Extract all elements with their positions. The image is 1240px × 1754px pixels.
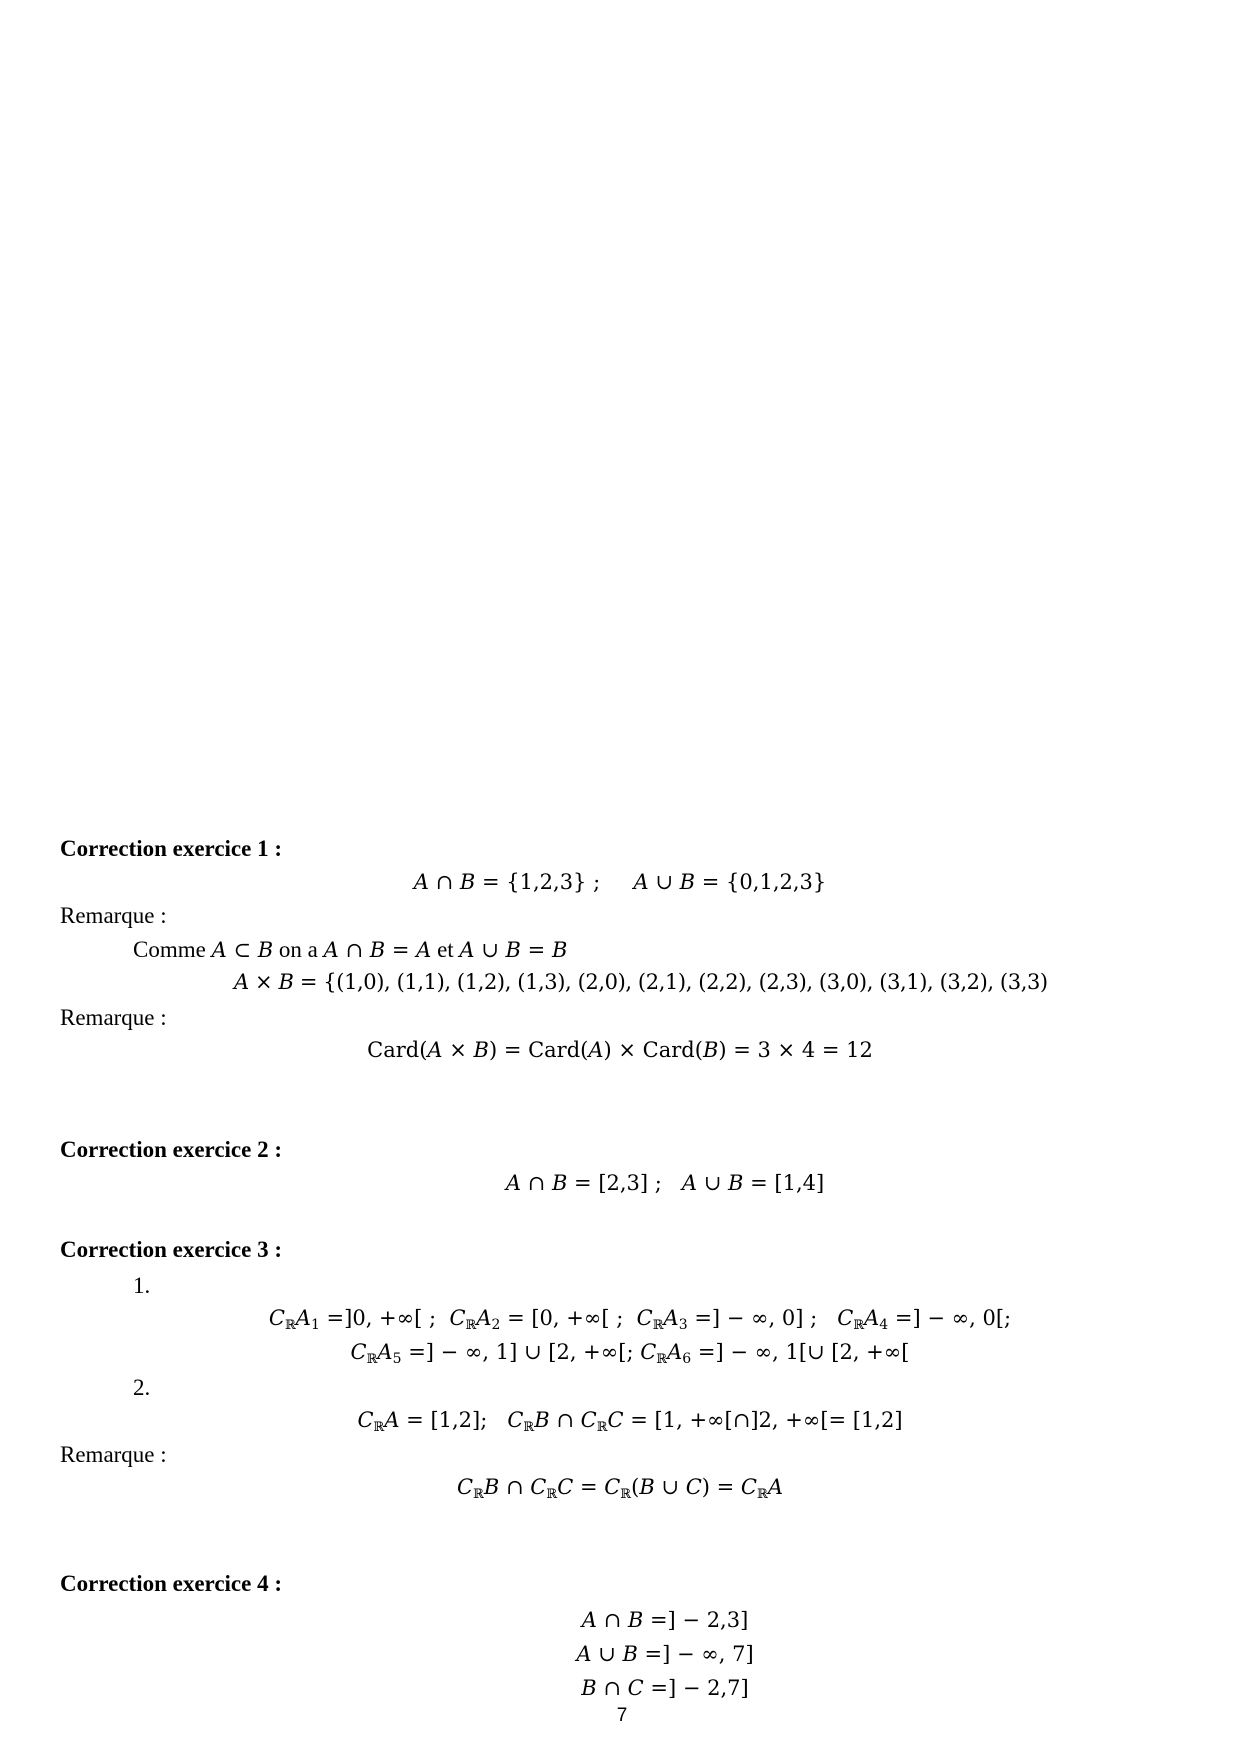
equation-ex4-intersection-bc: B ∩ C =] − 2,7] <box>581 1676 749 1700</box>
on-a-text: on a <box>278 937 318 962</box>
page-number: 7 <box>616 1705 628 1726</box>
equation-ex3-complements-a1-a4: CℝA$_1$ =]0, +∞[ ; CℝA$_2$ = [0, +∞[ ; CℝA$_3$ =] − ∞, 0] ; CℝA$_4$ =] − ∞, 0[; <box>268 1306 1012 1333</box>
list-item-number-2: 2. <box>133 1375 151 1400</box>
equation-ex4-intersection-ab: A ∩ B =] − 2,3] <box>581 1608 749 1632</box>
section-heading-exercice-4: Correction exercice 4 : <box>60 1571 283 1596</box>
remarque-label-3: Remarque : <box>60 1442 167 1467</box>
remarque-label-1: Remarque : <box>60 903 167 928</box>
section-heading-exercice-2: Correction exercice 2 : <box>60 1137 283 1162</box>
comme-text: Comme <box>133 937 206 962</box>
equation-ex2: A ∩ B = [2,3] ; A ∪ B = [1,4] <box>505 1171 825 1195</box>
equation-ex1-cardinality: Card(A × B) = Card(A) × Card(B) = 3 × 4 = 12 <box>367 1038 873 1062</box>
list-item-number-1: 1. <box>133 1273 151 1298</box>
equation-ex4-union-ab: A ∪ B =] − ∞, 7] <box>576 1642 754 1666</box>
equation-ex3-complement-a: CℝA = [1,2]; CℝB ∩ CℝC = [1, +∞[∩]2, +∞[= [1,2] <box>357 1408 903 1435</box>
equation-ex1-intersection-union: A ∩ B = {1,2,3} ; A ∪ B = {0,1,2,3} <box>413 870 827 894</box>
section-heading-exercice-1: Correction exercice 1 : <box>60 836 283 861</box>
equation-ex3-de-morgan: CℝB ∩ CℝC = Cℝ(B ∪ C) = CℝA <box>457 1475 783 1502</box>
ex1-remark-subset: Comme A ⊂ B on a A ∩ B = A et A ∪ B = B <box>133 937 568 962</box>
equation-ex1-cartesian-product: A × B = {(1,0), (1,1), (1,2), (1,3), (2,0), (2,1), (2,2), (2,3), (3,0), (3,1), (3,2), (3,3) <box>234 970 1048 994</box>
et-text: et <box>437 937 454 962</box>
section-heading-exercice-3: Correction exercice 3 : <box>60 1237 283 1262</box>
remarque-label-2: Remarque : <box>60 1005 167 1030</box>
equation-ex3-complements-a5-a6: CℝA$_5$ =] − ∞, 1] ∪ [2, +∞[; CℝA$_6$ =] − ∞, 1[∪ [2, +∞[ <box>350 1340 910 1367</box>
